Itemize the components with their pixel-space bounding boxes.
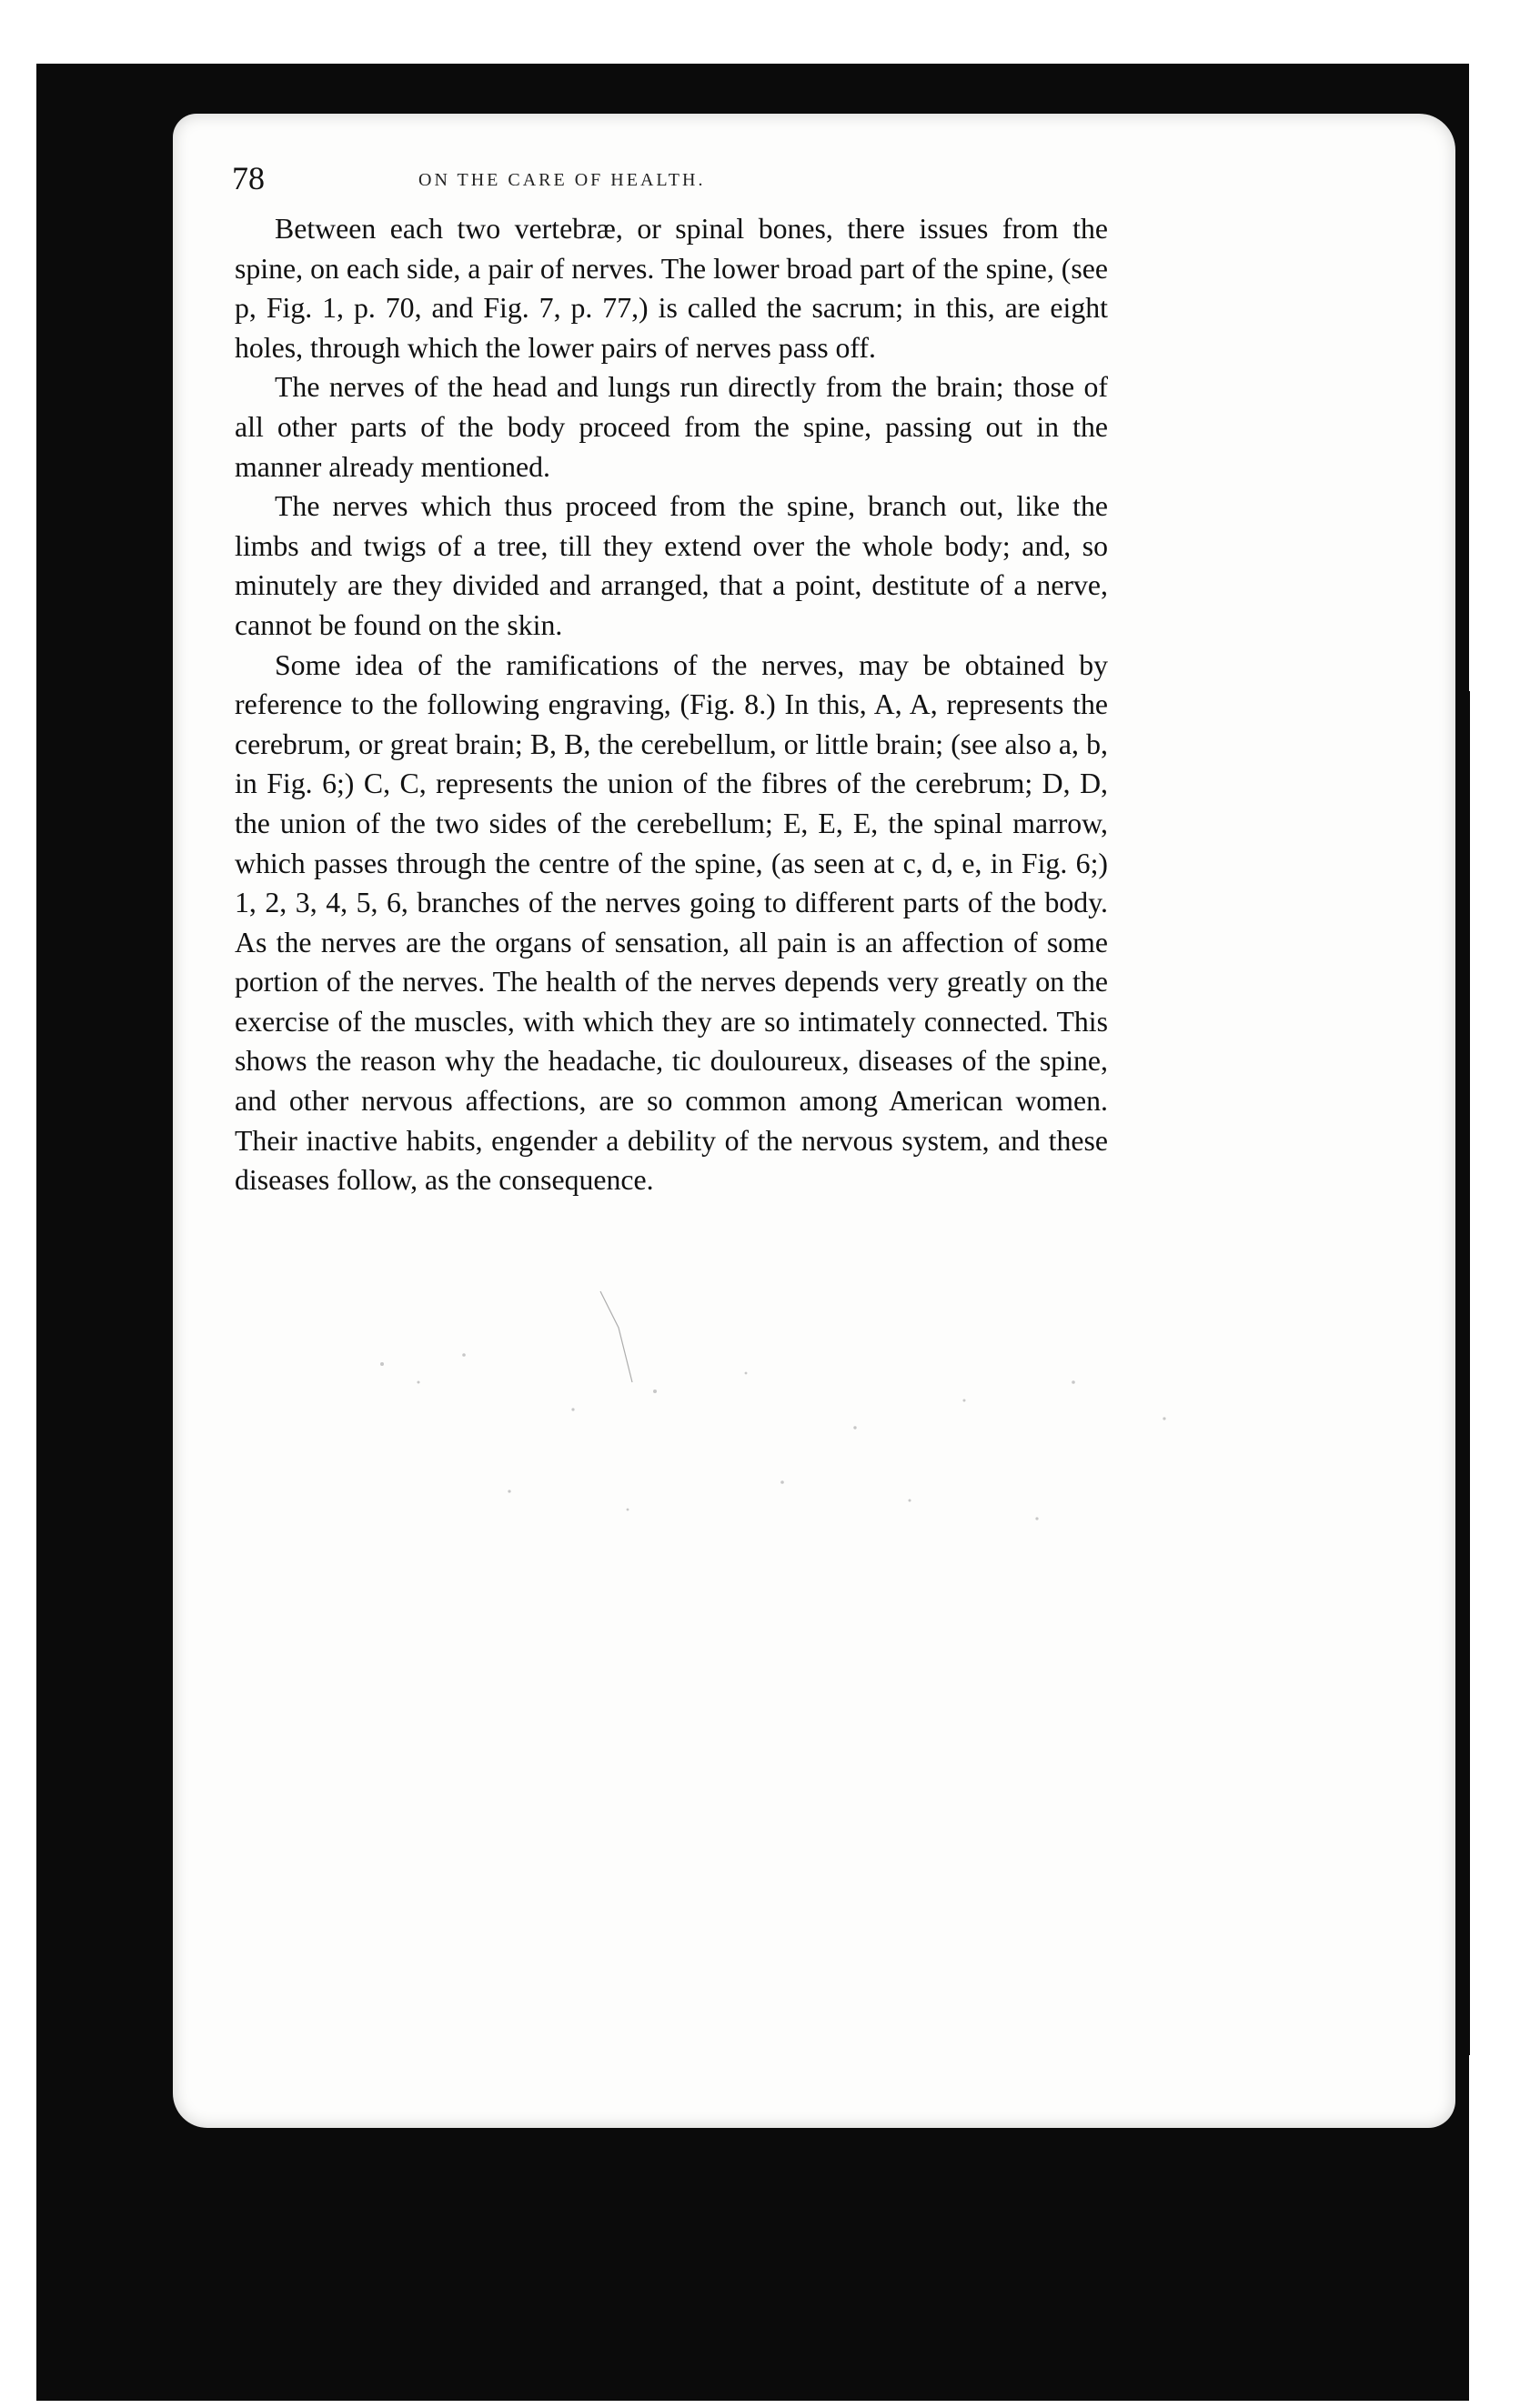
page-header <box>232 159 1142 214</box>
bleed-through-specks <box>273 1273 1410 1655</box>
paragraph-branching: The nerves which thus proceed from the spine, branch out, like the limbs and twigs of a tree, till they extend over the whole body; and, so minutely are they divided and arranged, that a point, destitute of a nerve, cannot be found on the skin. <box>235 490 1108 641</box>
paragraph-ramifications: Some idea of the ramifications of the nerves, may be obtained by reference to the following engraving, (Fig. 8.) In this, A, A, represents the cerebrum, or great brain; B, B, the cerebellum, or little brain; (see also a, b, in Fig. 6;) C, C, represents the union of the fibres of the cerebrum; D, D, the union of the two sides of the cerebellum; E, E, E, the spinal marrow, which passes through the centre of the spine, (as seen at c, d, e, in Fig. 6;) 1, 2, 3, 4, 5, 6, branches of the nerves going to different parts of the body. As the nerves are the organs of sensation, all pain is an affection of some portion of the nerves. The health of the nerves depends very greatly on the exercise of the muscles, with which they are so intimately connected. This shows the reason why the headache, tic douloureux, diseases of the spine, and other nervous affections, are so common among American women. Their inactive habits, engender a debility of the nervous system, and these diseases follow, as the consequence. <box>235 648 1108 1197</box>
paragraph-head-nerves: The nerves of the head and lungs run directly from the brain; those of all other parts of the body proceed from the spine, passing out in the manner already mentioned. <box>235 371 1108 483</box>
running-head: ON THE CARE OF HEALTH. <box>418 170 706 190</box>
page-number: 78 <box>232 160 265 196</box>
body-text <box>235 209 1108 1200</box>
paragraph-vertebrae: Between each two vertebræ, or spinal bones, there issues from the spine, on each side, a pair of nerves. The lower broad part of the spine, (see p, Fig. 1, p. 70, and Fig. 7, p. 77,) is called the sacrum; in this, are eight holes, through which the lower pairs of nerves pass off. <box>235 213 1108 364</box>
